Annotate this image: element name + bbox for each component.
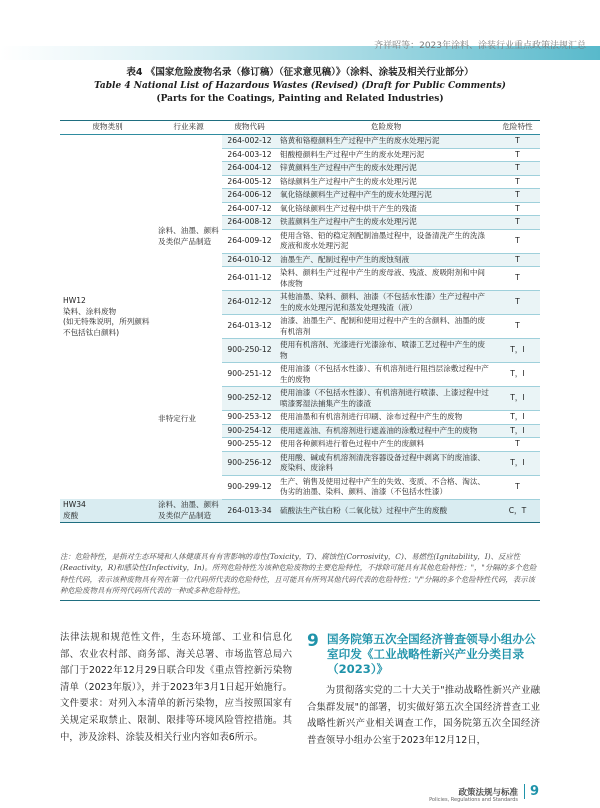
hazard-property-cell: T <box>495 267 540 291</box>
body-left-paragraph: 法律法规和规范性文件，生态环境部、工业和信息化部、农业农村部、商务部、海关总署、市场监管总局六部门于2022年12月29日联合印发《重点管控新污染物清单（2023年版）》，并于2023年3月1日起开始施行。文件要求：对列入本清单的新污染物，应当按照国家有关规定采取禁止、限制、限排等环境风险管控措施。其中，涉及涂料、涂装及相关行业内容如表6所示。 <box>60 632 292 743</box>
waste-code-cell: 900-250-12 <box>222 339 277 363</box>
hazard-property-cell: T <box>495 216 540 230</box>
hazardous-waste-table <box>60 120 540 523</box>
source-cell-nonspecific: 非特定行业 <box>158 413 196 423</box>
table-caption <box>60 66 540 106</box>
waste-description-cell: 使用各种颜料进行着色过程中产生的废颜料 <box>277 438 495 452</box>
waste-description-cell: 使用遮盖油、有机溶剂进行遮盖油的涂敷过程中产生的废物 <box>277 424 495 438</box>
hazard-property-cell: C，T <box>495 499 540 523</box>
waste-code-cell: 264-003-12 <box>222 148 277 162</box>
waste-description-cell: 使用油漆（不包括水性漆）、有机溶剂进行阻挡层涂敷过程中产生的废物 <box>277 363 495 387</box>
waste-description-cell: 铬黄和铬橙颜料生产过程中产生的废水处理污泥 <box>277 135 495 149</box>
waste-description-cell: 其他油墨、染料、颜料、油漆（不包括水性漆）生产过程中产生的废水处理污泥和蒸发处理残渣（液） <box>277 291 495 315</box>
hazard-property-cell: T <box>495 189 540 203</box>
waste-description-cell: 使用油漆（不包括水性漆）、有机溶剂进行喷漆、上漆过程中过喷漆雾湿法捕集产生的漆渣 <box>277 387 495 411</box>
category-cell-hw12: HW12 染料、涂料废物 (如无特殊说明，所列颜料不包括钛白颜料) <box>63 296 150 337</box>
waste-code-cell: 900-254-12 <box>222 424 277 438</box>
hazard-property-cell: T，I <box>495 387 540 411</box>
hazard-property-cell: T <box>495 475 540 499</box>
waste-description-cell: 钼酸橙颜料生产过程中产生的废水处理污泥 <box>277 148 495 162</box>
waste-code-cell: 264-006-12 <box>222 189 277 203</box>
waste-description-cell: 铬绿颜料生产过程中产生的废水处理污泥 <box>277 175 495 189</box>
page-header <box>0 0 600 66</box>
waste-code-cell: 264-005-12 <box>222 175 277 189</box>
source-cell-manufacturing: 涂料、油墨、颜料及类似产品制造 <box>158 226 219 246</box>
waste-description-cell: 使用含铬、铅的稳定剂配制油墨过程中，设备清洗产生的洗涤废液和废水处理污泥 <box>277 229 495 253</box>
header-waste: 危险废物 <box>277 121 495 135</box>
source-cell-hw34: 涂料、油墨、颜料及类似产品制造 <box>155 499 222 523</box>
header-source: 行业来源 <box>155 121 222 135</box>
hazard-property-cell: T <box>495 162 540 176</box>
section-number: 9 <box>307 631 319 651</box>
hazard-property-cell: T <box>495 315 540 339</box>
waste-code-cell: 264-008-12 <box>222 216 277 230</box>
hazard-property-cell: T <box>495 291 540 315</box>
section-title: 国务院第五次全国经济普查领导小组办公室印发《工业战略性新兴产业分类目录（2023）》 <box>327 632 536 676</box>
table-note: 注：危险特性，是指对生态环境和人体健康具有有害影响的毒性(Toxicity，T)、腐蚀性(Corrosivity，C)、易燃性(Ignitability，I)、反应性(Reactivity，R)和感染性(Infectivity，In)。所列危险特性为该种危险废物的主要危险特性，不排除可能具有其他危险特性；"，"分隔的多个危险特性代码，表示该种废物具有列在第一位代码所代表的危险特性，且可能具有所列其他代码代表的危险特性；"/"分隔的多个危险特性代码，表示该种危险废物具有所列代码所代表的一种或多种危险特性。 <box>60 551 540 601</box>
waste-description-cell: 锌黄颜料生产过程中产生的废水处理污泥 <box>277 162 495 176</box>
body-right-paragraph: 为贯彻落实党的二十大关于"推动战略性新兴产业融合集群发展"的部署，切实做好第五次全国经济普查工业战略性新兴产业相关调查工作，国务院第五次全国经济普查领导小组办公室于2023年12月12日， <box>307 685 540 746</box>
table-header-row <box>60 121 540 135</box>
journal-name-en: Policies, Regulations and Standards <box>429 797 518 803</box>
waste-code-cell: 264-011-12 <box>222 267 277 291</box>
waste-description-cell: 使用油墨和有机溶剂进行印刷、涂布过程中产生的废物 <box>277 411 495 425</box>
waste-code-cell: 900-253-12 <box>222 411 277 425</box>
waste-description-cell: 氧化铬绿颜料生产过程中产生的废水处理污泥 <box>277 189 495 203</box>
waste-description-cell: 使用酸、碱或有机溶剂清洗容器设备过程中剥离下的废油漆、废染料、废涂料 <box>277 451 495 475</box>
hazard-property-cell: T，I <box>495 339 540 363</box>
waste-description-cell: 油墨生产、配制过程中产生的废蚀刻液 <box>277 253 495 267</box>
waste-code-cell: 264-009-12 <box>222 229 277 253</box>
hazard-property-cell: T <box>495 202 540 216</box>
hazard-property-cell: T <box>495 135 540 149</box>
header-property: 危险特性 <box>495 121 540 135</box>
waste-description-cell: 使用有机溶剂、光漆进行光漆涂布、喷漆工艺过程中产生的废物 <box>277 339 495 363</box>
waste-code-cell: 900-251-12 <box>222 363 277 387</box>
category-cell-hw34: HW34 废酸 <box>60 499 155 523</box>
waste-code-cell: 264-013-12 <box>222 315 277 339</box>
waste-code-cell: 900-252-12 <box>222 387 277 411</box>
journal-name: 政策法规与标准 <box>458 788 518 798</box>
waste-code-cell: 900-256-12 <box>222 451 277 475</box>
table-caption-en-sub: (Parts for the Coatings, Painting and Related Industries) <box>156 94 444 104</box>
hazard-property-cell: T <box>495 148 540 162</box>
header-category: 废物类别 <box>60 121 155 135</box>
waste-code-cell: 900-299-12 <box>222 475 277 499</box>
waste-description-cell: 油漆、油墨生产、配制和使用过程中产生的含颜料、油墨的废有机溶剂 <box>277 315 495 339</box>
waste-code-cell: 264-010-12 <box>222 253 277 267</box>
waste-description-cell: 染料、颜料生产过程中产生的废母液、残渣、废吸附剂和中间体废物 <box>277 267 495 291</box>
hazard-property-cell: T <box>495 438 540 452</box>
hazard-property-cell: T，I <box>495 424 540 438</box>
waste-description-cell: 生产、销售及使用过程中产生的失效、变质、不合格、淘汰、伪劣的油墨、染料、颜料、油漆（不包括水性漆） <box>277 475 495 499</box>
waste-description-cell: 铁蓝颜料生产过程中产生的废水处理污泥 <box>277 216 495 230</box>
page-number: 9 <box>524 784 539 799</box>
table-caption-en: Table 4 National List of Hazardous Wastes (Revised) (Draft for Public Comments) <box>94 81 506 91</box>
waste-code-cell: 264-002-12 <box>222 135 277 149</box>
table-row-hw34 <box>60 499 540 523</box>
hazard-property-cell: T，I <box>495 363 540 387</box>
waste-description-cell: 氧化铬绿颜料生产过程中烘干产生的残渣 <box>277 202 495 216</box>
running-title: 齐祥昭等：2023年涂料、涂装行业重点政策法规汇总 <box>374 41 586 51</box>
header-code: 废物代码 <box>222 121 277 135</box>
waste-code-cell: 264-013-34 <box>222 499 277 523</box>
waste-code-cell: 900-255-12 <box>222 438 277 452</box>
table-caption-cn: 表4 《国家危险废物名录（修订稿）（征求意见稿）》（涂料、涂装及相关行业部分） <box>126 67 474 78</box>
waste-description-cell: 硫酸法生产钛白粉（二氧化钛）过程中产生的废酸 <box>277 499 495 523</box>
hazard-property-cell: T，I <box>495 451 540 475</box>
hazard-property-cell: T，I <box>495 411 540 425</box>
hazard-property-cell: T <box>495 175 540 189</box>
table-row <box>60 135 540 149</box>
hazard-property-cell: T <box>495 253 540 267</box>
waste-code-cell: 264-012-12 <box>222 291 277 315</box>
waste-code-cell: 264-004-12 <box>222 162 277 176</box>
hazard-property-cell: T <box>495 229 540 253</box>
waste-code-cell: 264-007-12 <box>222 202 277 216</box>
